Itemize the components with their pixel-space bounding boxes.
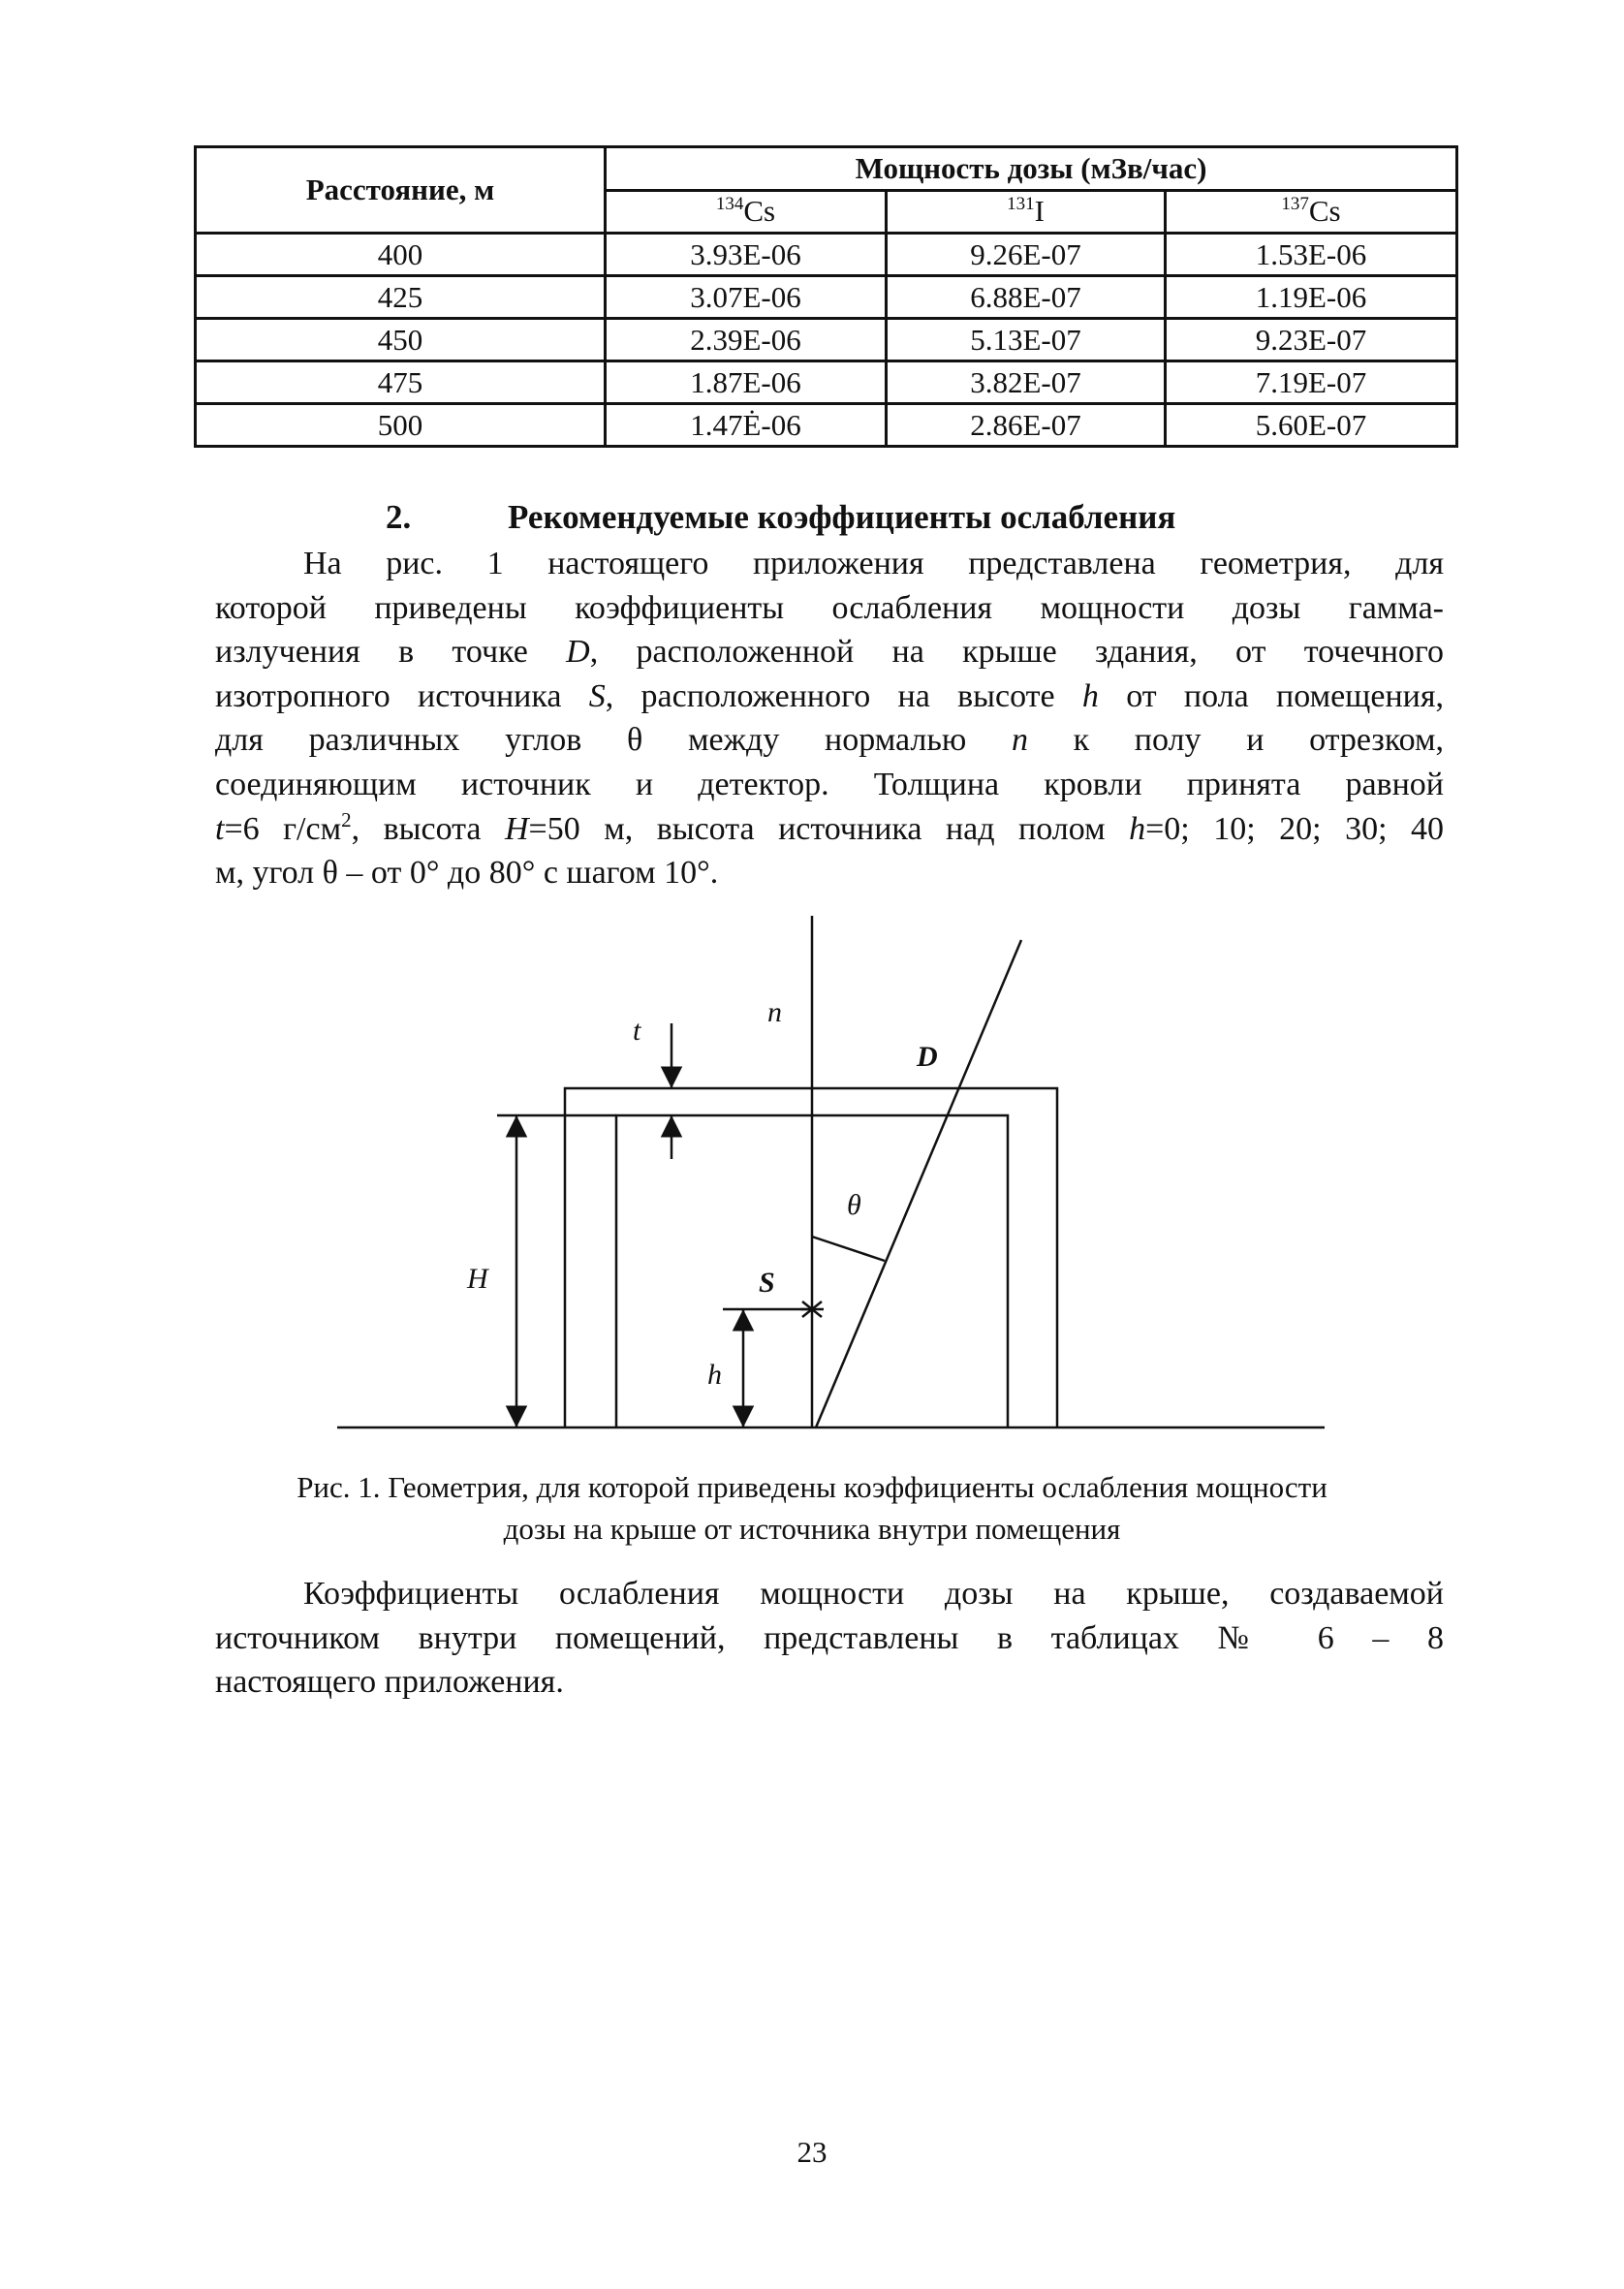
building-inner-outline <box>616 1115 1008 1427</box>
paragraph-line: изотропного источника S, расположенного на высоте h от пола помещения, <box>215 677 1444 714</box>
theta-marker-line <box>812 1237 885 1261</box>
cell-i131: 3.82E-07 <box>887 361 1166 404</box>
cell-cs134: 3.07E-06 <box>606 276 887 319</box>
cell-cs134: 2.39E-06 <box>606 319 887 361</box>
label-theta: θ <box>847 1189 861 1221</box>
label-t: t <box>633 1015 641 1047</box>
cell-distance: 500 <box>196 404 606 447</box>
label-n: n <box>767 996 782 1028</box>
paragraph-line: t=6 $г/см^2$, высота H=50 м, высота источника над полом h=0; 10; 20; 30; 40 <box>215 807 1444 847</box>
cell-i131: 5.13E-07 <box>887 319 1166 361</box>
table-row <box>196 361 1457 404</box>
cell-distance: 450 <box>196 319 606 361</box>
caption-line: Рис. 1. Геометрия, для которой приведены коэффициенты ослабления мощности <box>297 1470 1327 1504</box>
paragraph-line: На рис. 1 настоящего приложения представлена геометрия, для <box>303 546 1444 581</box>
section-number: 2. <box>386 498 412 536</box>
paragraph-line: которой приведены коэффициенты ослабления мощности дозы гамма- <box>215 589 1444 626</box>
cell-i131: 9.26E-07 <box>887 234 1166 276</box>
isotope-header-cs134: $^{134}$Cs <box>606 190 887 234</box>
column-header-dose-rate: Мощность дозы (мЗв/час) <box>606 147 1457 191</box>
table-row <box>196 319 1457 361</box>
cell-distance: 425 <box>196 276 606 319</box>
cell-cs134: 3.93E-06 <box>606 234 887 276</box>
closing-paragraph <box>215 1572 1444 1705</box>
paragraph-line: соединяющим источник и детектор. Толщина кровли принята равной <box>215 766 1444 802</box>
cell-cs137: 9.23E-07 <box>1166 319 1457 361</box>
cell-distance: 400 <box>196 234 606 276</box>
cell-distance: 475 <box>196 361 606 404</box>
paragraph-line: для различных углов θ между нормалью n к полу и отрезком, <box>215 722 1444 759</box>
cell-cs137: 1.19E-06 <box>1166 276 1457 319</box>
cell-cs137: 5.60E-07 <box>1166 404 1457 447</box>
section-heading <box>386 498 1175 537</box>
cell-cs134: 1.47Ė-06 <box>606 404 887 447</box>
paragraph-line: источником внутри помещений, представлены в таблицах № 6 – 8 <box>215 1619 1444 1656</box>
cell-cs137: 7.19E-07 <box>1166 361 1457 404</box>
cell-cs137: 1.53E-06 <box>1166 234 1457 276</box>
source-detector-line <box>816 940 1021 1427</box>
isotope-header-cs137: $^{137}$Cs <box>1166 190 1457 234</box>
isotope-header-i131: $^{131}$I <box>887 190 1166 234</box>
label-s: S <box>759 1267 775 1299</box>
source-star-icon <box>800 1301 824 1317</box>
column-header-distance: Расстояние, м <box>196 147 606 234</box>
figure-caption <box>194 1466 1430 1550</box>
label-h-source: h <box>707 1359 722 1391</box>
table-row <box>196 276 1457 319</box>
table-row <box>196 234 1457 276</box>
building-outer-outline <box>565 1088 1057 1427</box>
paragraph-line: настоящего приложения. <box>215 1664 564 1701</box>
cell-i131: 6.88E-07 <box>887 276 1166 319</box>
dose-rate-table <box>194 145 1458 448</box>
paragraph-line: излучения в точке D, расположенной на крыше здания, от точечного <box>215 634 1444 671</box>
label-d: D <box>917 1041 938 1073</box>
cell-i131: 2.86E-07 <box>887 404 1166 447</box>
caption-line: дозы на крыше от источника внутри помещения <box>503 1512 1121 1546</box>
cell-cs134: 1.87E-06 <box>606 361 887 404</box>
description-paragraph <box>215 542 1444 895</box>
section-title: Рекомендуемые коэффициенты ослабления <box>508 498 1176 536</box>
paragraph-line: Коэффициенты ослабления мощности дозы на крыше, создаваемой <box>303 1576 1444 1612</box>
table-row <box>196 404 1457 447</box>
paragraph-line: м, угол θ – от 0° до 80° с шагом 10°. <box>215 855 719 892</box>
label-h-height: H <box>467 1263 488 1295</box>
page-number: 23 <box>796 2135 828 2169</box>
